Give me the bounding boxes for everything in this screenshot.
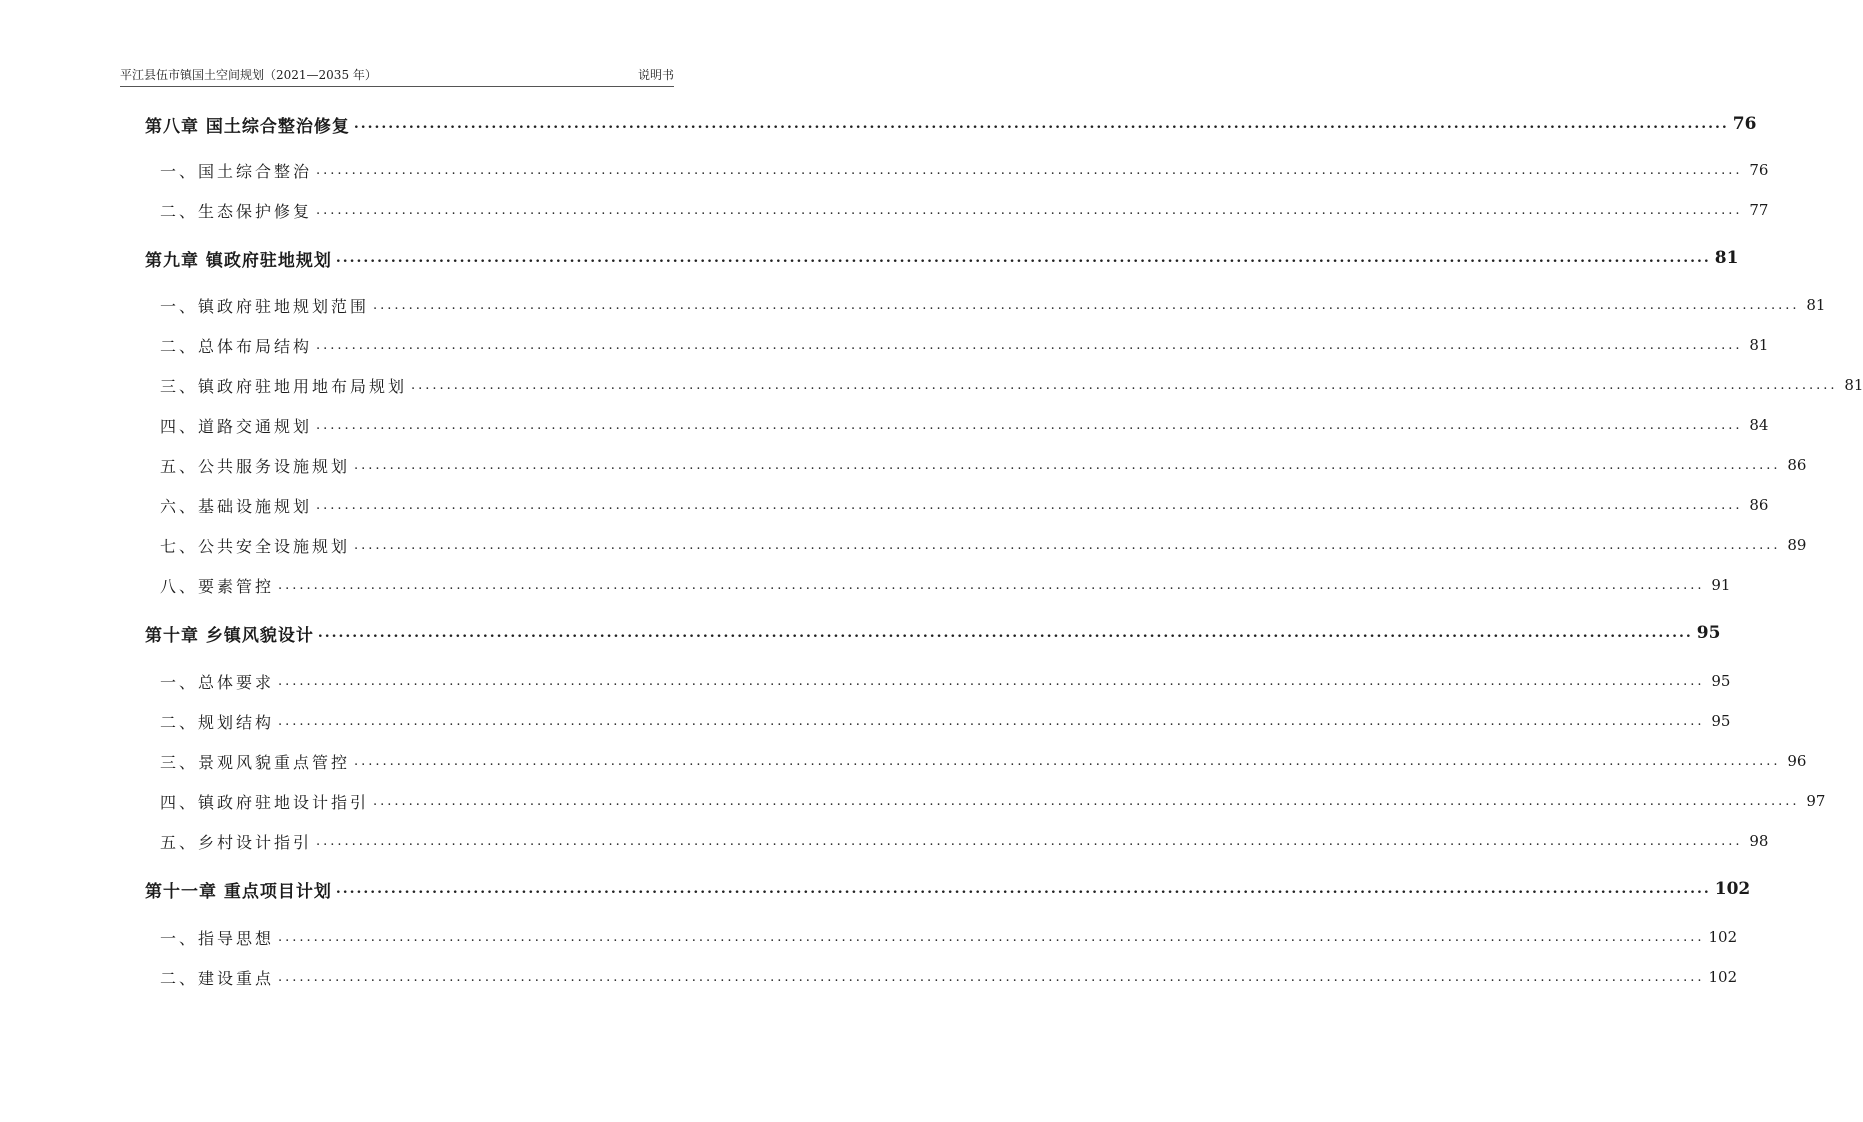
toc-section-entry[interactable] [160, 198, 1769, 222]
toc-entry-title: 一、总体要求 [160, 672, 275, 692]
toc-entry-title: 第十一章 重点项目计划 [145, 881, 332, 902]
toc-leader-dots: ........................................................................................................................................................................................................ [353, 116, 1729, 132]
toc-entry-title: 一、指导思想 [160, 928, 275, 948]
toc-entry-title: 八、要素管控 [160, 576, 275, 596]
toc-leader-dots: ........................................................................................................................................................................................................ [316, 833, 1743, 849]
toc-section-entry[interactable] [160, 453, 1807, 477]
toc-section-entry[interactable] [160, 333, 1769, 357]
toc-entry-title: 一、国土综合整治 [160, 161, 313, 181]
toc-leader-dots: ........................................................................................................................................................................................................ [278, 673, 1705, 689]
toc-chapter-entry[interactable] [145, 246, 1739, 271]
toc-leader-dots: ........................................................................................................................................................................................................ [354, 457, 1781, 473]
toc-leader-dots: ........................................................................................................................................................................................................ [354, 753, 1781, 769]
toc-entry-title: 五、乡村设计指引 [160, 832, 313, 852]
toc-page-number: 96 [1787, 752, 1807, 770]
toc-page-number: 97 [1806, 792, 1826, 810]
toc-page-number: 76 [1749, 161, 1769, 179]
toc-page-number: 91 [1711, 576, 1731, 594]
toc-leader-dots: ........................................................................................................................................................................................................ [317, 625, 1693, 641]
toc-page-number: 89 [1787, 536, 1807, 554]
toc-section-entry[interactable] [160, 925, 1738, 949]
toc-entry-title: 四、道路交通规划 [160, 416, 313, 436]
toc-page-number: 81 [1806, 296, 1826, 314]
toc-entry-title: 二、总体布局结构 [160, 336, 313, 356]
toc-entry-title: 第十章 乡镇风貌设计 [145, 625, 314, 646]
toc-section-entry[interactable] [160, 709, 1731, 733]
toc-section-entry[interactable] [160, 373, 1863, 397]
toc-section-entry[interactable] [160, 533, 1807, 557]
toc-leader-dots: ........................................................................................................................................................................................................ [278, 713, 1705, 729]
toc-page-number: 84 [1749, 416, 1769, 434]
toc-leader-dots: ........................................................................................................................................................................................................ [335, 881, 1711, 897]
toc-entry-title: 二、规划结构 [160, 712, 275, 732]
toc-leader-dots: ........................................................................................................................................................................................................ [316, 337, 1743, 353]
toc-leader-dots: ........................................................................................................................................................................................................ [354, 537, 1781, 553]
toc-page-number: 102 [1708, 968, 1738, 986]
toc-entry-title: 第八章 国土综合整治修复 [145, 116, 350, 137]
toc-page-number: 95 [1711, 712, 1731, 730]
toc-leader-dots: ........................................................................................................................................................................................................ [316, 417, 1743, 433]
toc-entry-title: 一、镇政府驻地规划范围 [160, 296, 370, 316]
toc-page-number: 95 [1696, 623, 1721, 643]
toc-section-entry[interactable] [160, 293, 1826, 317]
toc-entry-title: 三、景观风貌重点管控 [160, 752, 351, 772]
toc-entry-title: 三、镇政府驻地用地布局规划 [160, 376, 408, 396]
toc-chapter-entry[interactable] [145, 621, 1721, 646]
toc-leader-dots: ........................................................................................................................................................................................................ [278, 969, 1705, 985]
toc-section-entry[interactable] [160, 965, 1738, 989]
page-header [120, 66, 674, 84]
toc-page-number: 86 [1749, 496, 1769, 514]
toc-chapter-entry[interactable] [145, 112, 1757, 137]
toc-entry-title: 二、建设重点 [160, 968, 275, 988]
toc-entry-title: 第九章 镇政府驻地规划 [145, 250, 332, 271]
toc-section-entry[interactable] [160, 789, 1826, 813]
toc-leader-dots: ........................................................................................................................................................................................................ [411, 377, 1838, 393]
toc-section-entry[interactable] [160, 158, 1769, 182]
document-type: 说明书 [637, 68, 674, 82]
toc-page-number: 102 [1714, 879, 1751, 899]
toc-chapter-entry[interactable] [145, 877, 1751, 902]
toc-entry-title: 二、生态保护修复 [160, 201, 313, 221]
toc-page-number: 81 [1749, 336, 1769, 354]
toc-page-number: 81 [1844, 376, 1863, 394]
toc-leader-dots: ........................................................................................................................................................................................................ [373, 793, 1800, 809]
toc-page-number: 81 [1714, 248, 1739, 268]
toc-leader-dots: ........................................................................................................................................................................................................ [278, 929, 1705, 945]
toc-page-number: 86 [1787, 456, 1807, 474]
toc-page-number: 95 [1711, 672, 1731, 690]
toc-leader-dots: ........................................................................................................................................................................................................ [373, 297, 1800, 313]
toc-entry-title: 七、公共安全设施规划 [160, 536, 351, 556]
toc-entry-title: 六、基础设施规划 [160, 496, 313, 516]
toc-page-number: 77 [1749, 201, 1769, 219]
toc-leader-dots: ........................................................................................................................................................................................................ [316, 162, 1743, 178]
toc-entry-title: 五、公共服务设施规划 [160, 456, 351, 476]
toc-section-entry[interactable] [160, 493, 1769, 517]
toc-page-number: 102 [1708, 928, 1738, 946]
toc-section-entry[interactable] [160, 749, 1807, 773]
toc-page-number: 76 [1732, 114, 1757, 134]
toc-page-number: 98 [1749, 832, 1769, 850]
toc-section-entry[interactable] [160, 573, 1731, 597]
toc-leader-dots: ........................................................................................................................................................................................................ [278, 577, 1705, 593]
document-title: 平江县伍市镇国土空间规划（2021—2035 年） [120, 68, 377, 82]
toc-leader-dots: ........................................................................................................................................................................................................ [335, 250, 1711, 266]
toc-section-entry[interactable] [160, 829, 1769, 853]
toc-leader-dots: ........................................................................................................................................................................................................ [316, 497, 1743, 513]
header-divider [120, 86, 674, 87]
toc-section-entry[interactable] [160, 669, 1731, 693]
toc-leader-dots: ........................................................................................................................................................................................................ [316, 202, 1743, 218]
toc-section-entry[interactable] [160, 413, 1769, 437]
toc-entry-title: 四、镇政府驻地设计指引 [160, 792, 370, 812]
